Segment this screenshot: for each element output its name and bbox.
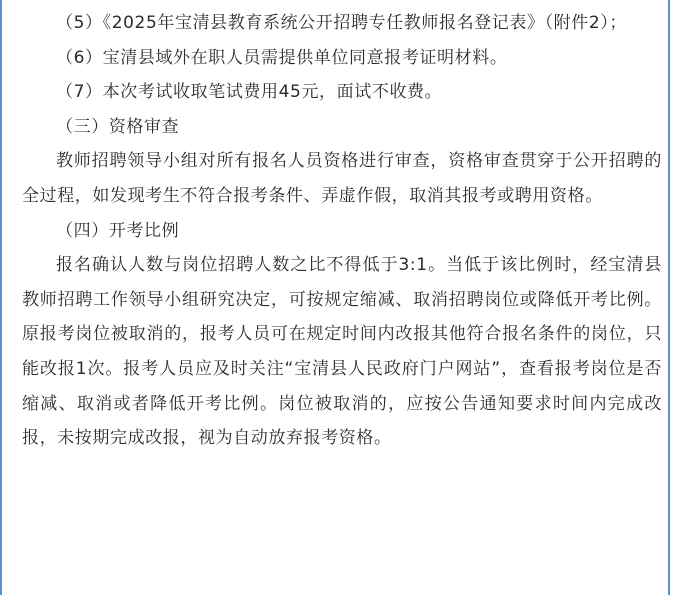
- item-7-exam-fee: （7）本次考试收取笔试费用45元，面试不收费。: [56, 82, 443, 103]
- article-body: [22, 6, 662, 456]
- section-heading-qualification-review: （三）资格审查: [56, 116, 180, 137]
- qualification-review-text: 教师招聘领导小组对所有报名人员资格进行审查，资格审查贯穿于公开招聘的全过程，如发现考生不符合报考条件、弄虚作假，取消其报考或聘用资格。: [22, 151, 662, 206]
- item-6-employer-consent: （6）宝清县域外在职人员需提供单位同意报考证明材料。: [56, 47, 508, 68]
- section-heading-exam-ratio: （四）开考比例: [56, 220, 180, 241]
- item-5-registration-form: （5）《2025年宝清县教育系统公开招聘专任教师报名登记表》（附件2）；: [56, 13, 627, 33]
- exam-ratio-text: 报名确认人数与岗位招聘人数之比不得低于3:1。当低于该比例时，经宝清县教师招聘工作领导小组研究决定，可按规定缩减、取消招聘岗位或降低开考比例。原报考岗位被取消的，报考人员可在规定时间内改报其他符合报名条件的岗位，只能改报1次。报考人员应及时关注“宝清县人民政府门户网站”，查看报考岗位是否缩减、取消或者降低开考比例。岗位被取消的，应按公告通知要求时间内完成改报，未按期完成改报，视为自动放弃报考资格。: [22, 255, 662, 449]
